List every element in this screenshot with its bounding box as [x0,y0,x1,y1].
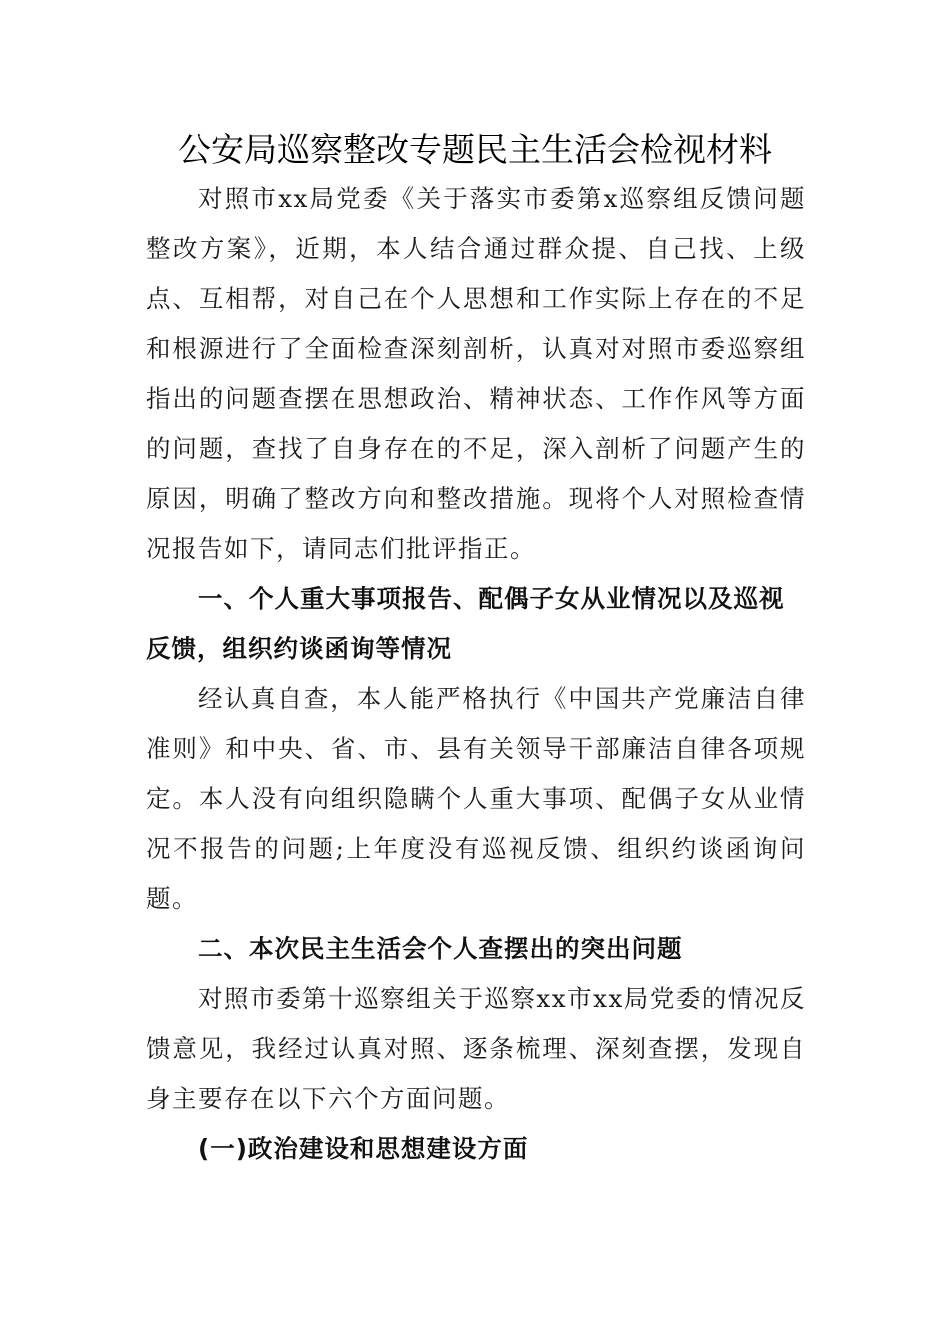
intro-paragraph: 对照市xx局党委《关于落实市委第x巡察组反馈问题整改方案》，近期，本人结合通过群众提、自己找、上级点、互相帮，对自己在个人思想和工作实际上存在的不足和根源进行了全面检查深刻剖析，认真对对照市委巡察组指出的问题查摆在思想政治、精神状态、工作作风等方面的问题，查找了自身存在的不足，深入剖析了问题产生的原因，明确了整改方向和整改措施。现将个人对照检查情况报告如下，请同志们批评指正。 [146,184,806,563]
section-paragraph-self-check: 经认真自查，本人能严格执行《中国共产党廉洁自律准则》和中央、省、市、县有关领导干部廉洁自律各项规定。本人没有向组织隐瞒个人重大事项、配偶子女从业情况不报告的问题;上年度没有巡视反馈、组织约谈函询问题。 [146,684,806,913]
section-paragraph-feedback: 对照市委第十巡察组关于巡察xx市xx局党委的情况反馈意见，我经过认真对照、逐条梳理、深刻查摆，发现自身主要存在以下六个方面问题。 [146,984,806,1113]
document-title: 公安局巡察整改专题民主生活会检视材料 [178,130,772,169]
section-heading-personal-matters: 一、个人重大事项报告、配偶子女从业情况以及巡视反馈，组织约谈函询等情况 [146,584,785,663]
section-heading-prominent-problems: 二、本次民主生活会个人查摆出的突出问题 [198,934,683,963]
subsection-heading-political-building: (一)政治建设和思想建设方面 [198,1134,529,1163]
